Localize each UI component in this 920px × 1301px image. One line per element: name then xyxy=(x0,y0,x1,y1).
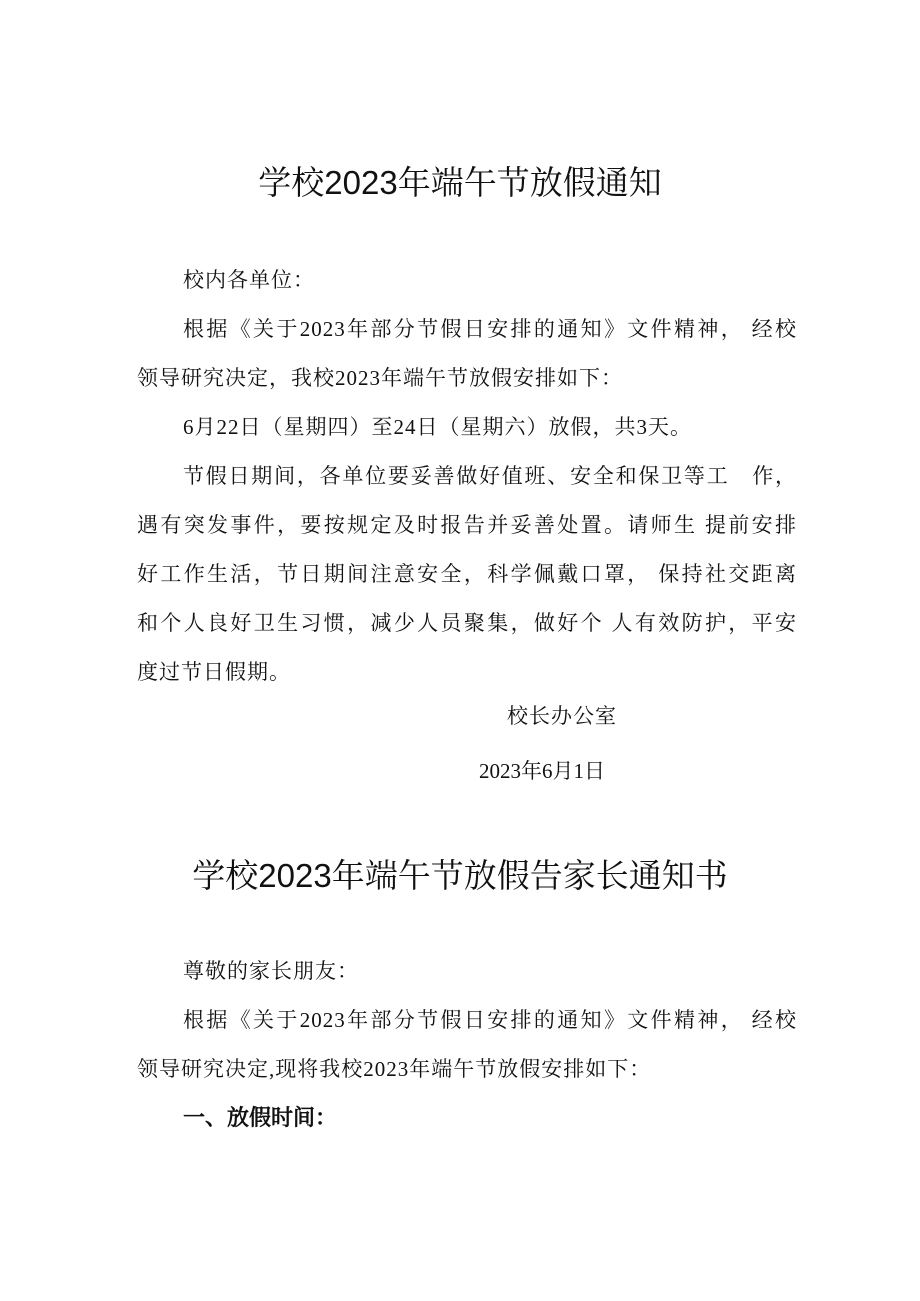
section-heading-holiday-time: 一、放假时间： xyxy=(183,1105,338,1130)
paragraph-line: 好工作生活，节日期间注意安全，科学佩戴口罩， 保持社交距离 xyxy=(137,562,797,586)
paragraph-line: 根据《关于2023年部分节假日安排的通知》文件精神， 经校 xyxy=(183,1008,797,1032)
issue-date: 2023年6月1日 xyxy=(479,759,605,783)
paragraph-line: 和个人良好卫生习惯，减少人员聚集，做好个 人有效防护，平安 xyxy=(137,611,797,635)
paragraph-line: 领导研究决定,现将我校2023年端午节放假安排如下： xyxy=(137,1057,652,1081)
salutation: 校内各单位： xyxy=(183,268,315,292)
signer: 校长办公室 xyxy=(507,704,617,728)
parent-paragraph-basis xyxy=(137,996,797,1094)
parent-notice-title: 学校2023年端午节放假告家长通知书 xyxy=(192,857,728,894)
paragraph-line: 节假日期间，各单位要妥善做好值班、安全和保卫等工 作， xyxy=(183,464,797,488)
parent-salutation: 尊敬的家长朋友： xyxy=(183,959,359,983)
paragraph-basis xyxy=(137,305,797,403)
paragraph-dates: 6月22日（星期四）至24日（星期六）放假，共3天。 xyxy=(183,415,692,439)
paragraph-line: 遇有突发事件，要按规定及时报告并妥善处置。请师生 提前安排 xyxy=(137,513,797,537)
notice-title: 学校2023年端午节放假通知 xyxy=(258,164,662,201)
paragraph-line: 度过节日假期。 xyxy=(137,660,291,684)
paragraph-line: 根据《关于2023年部分节假日安排的通知》文件精神， 经校 xyxy=(183,317,797,341)
paragraph-line: 领导研究决定，我校2023年端午节放假安排如下： xyxy=(137,366,623,390)
paragraph-requirements xyxy=(137,452,797,697)
